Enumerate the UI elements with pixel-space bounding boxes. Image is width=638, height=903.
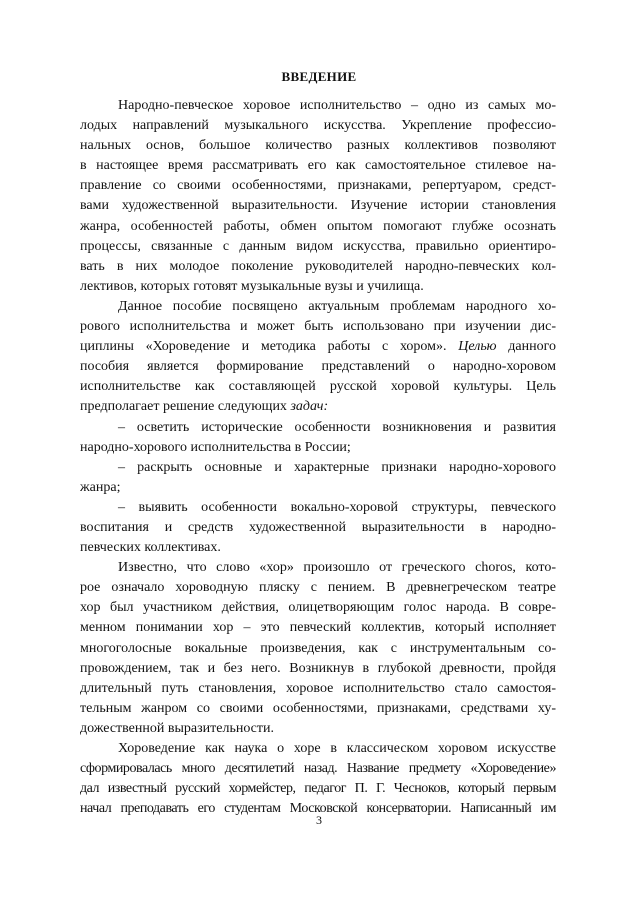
- text-line: лодых направлений музыкального искусства. Укрепление профессио-: [80, 118, 556, 134]
- text-line: Народно-певческое хоровое исполнительство – одно из самых мо-: [118, 98, 556, 113]
- text-line: правление со своими особенностями, признаками, репертуаром, средст-: [80, 178, 556, 194]
- text-line: – раскрыть основные и характерные признаки народно-хорового: [118, 459, 556, 475]
- text-line: жанра, особенностей работы, обмен опытом помогают глубже осознать: [80, 218, 556, 234]
- text-segment: данного: [496, 339, 556, 355]
- text-line: нальных основ, большое количество разных коллективов позволяют: [80, 138, 556, 154]
- text-line: жанра;: [80, 479, 121, 495]
- page-title: ВВЕДЕНИЕ: [281, 69, 357, 84]
- text-segment: предполагает решение следующих: [80, 399, 291, 415]
- text-line: дал известный русский хормейстер, педагог П. Г. Чесноков, который первым: [80, 781, 556, 797]
- text-line: дожественной выразительности.: [80, 720, 274, 736]
- text-line: воспитания и средств художественной выразительности в народно-: [80, 519, 556, 535]
- text-line: Хороведение как наука о хоре в классическом хоровом искусстве: [118, 741, 556, 756]
- body-text: [80, 96, 556, 819]
- text-line: – осветить исторические особенности возникновения и развития: [118, 419, 556, 435]
- text-line: рое означало хороводную пляску с пением. В древнегреческом театре: [80, 580, 556, 596]
- text-line: вами художественной выразительности. Изучение истории становления: [80, 198, 556, 214]
- text-line: пособия является формирование представлений о народно-хоровом: [80, 359, 556, 375]
- text-line: провождением, так и без него. Возникнув в глубокой древности, пройдя: [80, 660, 556, 676]
- text-line: тельным жанром со своими особенностями, признаками, средствами ху-: [80, 700, 556, 716]
- text-line: – выявить особенности вокально-хоровой структуры, певческого: [118, 499, 556, 515]
- text-line: [80, 397, 556, 417]
- text-line: народно-хорового исполнительства в России;: [80, 439, 351, 455]
- text-line: сформировалась много десятилетий назад. Название предмету «Хороведение»: [80, 761, 556, 777]
- text-line: [80, 337, 556, 357]
- text-line: хор был участником действия, олицетворяющим голос народа. В совре-: [80, 600, 556, 616]
- italic-term: Целью: [458, 339, 497, 355]
- italic-term: задач:: [290, 399, 329, 415]
- text-line: начал преподавать его студентам Московской консерватории. Написанный им: [80, 801, 556, 817]
- text-line: рового исполнительства и может быть использовано при изучении дис-: [80, 319, 556, 335]
- text-line: вать в них молодое поколение руководителей народно-певческих кол-: [80, 258, 556, 274]
- page-number: 3: [316, 813, 322, 827]
- text-line: многоголосные вокальные произведения, как с инструментальным со-: [80, 640, 556, 656]
- text-line: в настоящее время рассматривать его как самостоятельное стилевое на-: [80, 158, 556, 174]
- text-line: Данное пособие посвящено актуальным проблемам народного хо-: [118, 298, 556, 314]
- text-line: длительный путь становления, хоровое исполнительство стало самостоя-: [80, 680, 556, 696]
- text-line: исполнительстве как составляющей русской хоровой культуры. Цель: [80, 379, 556, 395]
- text-line: лективов, которых готовят музыкальные вузы и училища.: [80, 278, 424, 294]
- text-line: менном понимании хор – это певческий коллектив, который исполняет: [80, 620, 556, 636]
- text-line: процессы, связанные с данным видом искусства, правильно ориентиро-: [80, 238, 556, 254]
- text-line: Известно, что слово «хор» произошло от греческого choros, кото-: [118, 560, 556, 576]
- text-line: певческих коллективах.: [80, 540, 221, 556]
- text-segment: циплины «Хороведение и методика работы с хором».: [80, 339, 459, 355]
